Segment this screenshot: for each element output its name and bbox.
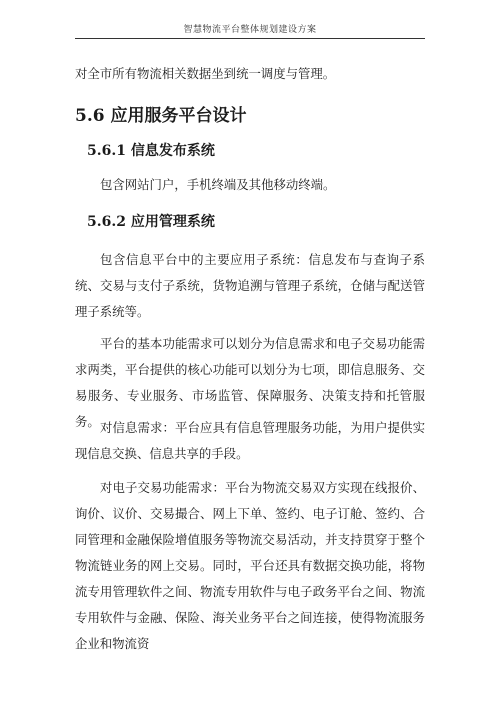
heading-5-6-2: 5.6.2 应用管理系统 [87,214,215,230]
heading-5-6-1: 5.6.1 信息发布系统 [87,143,215,159]
paragraph-trade-requirement: 对电子交易功能需求：平台为物流交易双方实现在线报价、询价、议价、交易撮合、网上下单、签约、电子订舱、签约、合同管理和金融保险增值服务等物流交易活动，并支持贯穿于整个物流链业务的网上交易。同时，平台还具有数据交换功能，将物流专用管理软件之间、物流专用软件与电子政务平台之间、物流专用软件与金融、保险、海关业务平台之间连接，使得物流服务企业和物流资 [75,480,425,651]
header-rule [75,38,425,39]
paragraph-info-publish: 包含网站门户，手机终端及其他移动终端。 [100,177,336,192]
paragraph-subsystems: 包含信息平台中的主要应用子系统：信息发布与查询子系统、交易与支付子系统，货物追溯与管理子系统，仓储与配送管理子系统等。 [75,252,425,319]
paragraph-intro: 对全市所有物流相关数据坐到统一调度与管理。 [75,66,336,81]
paragraph-info-requirement: 对信息需求：平台应具有信息管理服务功能，为用户提供实现信息交换、信息共享的手段。 [75,420,425,461]
heading-5-6: 5.6 应用服务平台设计 [75,106,247,126]
running-header: 智慧物流平台整体规划建设方案 [183,25,317,35]
paragraph-functions: 平台的基本功能需求可以划分为信息需求和电子交易功能需求两类，平台提供的核心功能可以划分为七项，即信息服务、交易服务、专业服务、市场监管、保障服务、决策支持和托管服务。 [75,336,425,429]
